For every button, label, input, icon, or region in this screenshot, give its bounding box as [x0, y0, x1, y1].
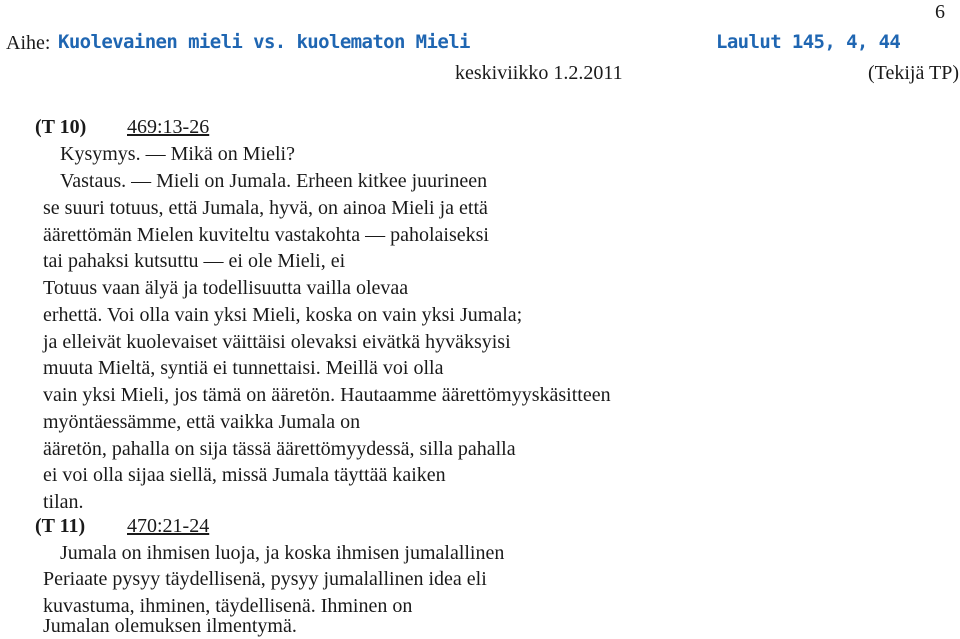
- subject-label: Aihe:: [6, 32, 51, 54]
- text-line: ääretön, pahalla on sija tässä äärettömyydessä, silla pahalla: [43, 438, 516, 460]
- subject-title: Kuolevainen mieli vs. kuolematon Mieli: [58, 31, 470, 53]
- text-line: muuta Mieltä, syntiä ei tunnettaisi. Meillä voi olla: [43, 357, 444, 379]
- text-line: erhettä. Voi olla vain yksi Mieli, koska on vain yksi Jumala;: [43, 304, 523, 326]
- text-line: äärettömän Mielen kuviteltu vastakohta — paholaiseksi: [43, 224, 489, 246]
- date: keskiviikko 1.2.2011: [455, 62, 623, 84]
- section-reference-link[interactable]: 470:21-24: [127, 515, 210, 537]
- songs: Laulut 145, 4, 44: [716, 31, 901, 53]
- text-line: vain yksi Mieli, jos tämä on ääretön. Hautaamme äärettömyyskäsitteen: [43, 384, 611, 406]
- text-line: tilan.: [43, 491, 84, 513]
- text-line: myöntäessämme, että vaikka Jumala on: [43, 411, 361, 433]
- section-reference-link[interactable]: 469:13-26: [127, 116, 210, 138]
- text-line: tai pahaksi kutsuttu — ei ole Mieli, ei: [43, 250, 346, 272]
- section-label: (T 11): [35, 515, 86, 537]
- text-line: ei voi olla sijaa siellä, missä Jumala täyttää kaiken: [43, 464, 446, 486]
- text-line: ja elleivät kuolevaiset väittäisi olevaksi eivätkä hyväksyisi: [43, 331, 511, 353]
- maker: (Tekijä TP): [868, 62, 959, 84]
- text-line: Jumalan olemuksen ilmentymä.: [43, 615, 297, 637]
- text-line: Vastaus. — Mieli on Jumala. Erheen kitkee juurineen: [60, 170, 488, 192]
- text-line: se suuri totuus, että Jumala, hyvä, on ainoa Mieli ja että: [43, 197, 488, 219]
- text-line: Kysymys. — Mikä on Mieli?: [60, 143, 295, 165]
- section-label: (T 10): [35, 116, 87, 138]
- text-line: Periaate pysyy täydellisenä, pysyy jumalallinen idea eli: [43, 568, 487, 590]
- text-line: kuvastuma, ihminen, täydellisenä. Ihminen on: [43, 595, 413, 617]
- page-number: 6: [935, 1, 945, 23]
- text-line: Totuus vaan älyä ja todellisuutta vailla olevaa: [43, 277, 409, 299]
- text-line: Jumala on ihmisen luoja, ja koska ihmisen jumalallinen: [60, 542, 505, 564]
